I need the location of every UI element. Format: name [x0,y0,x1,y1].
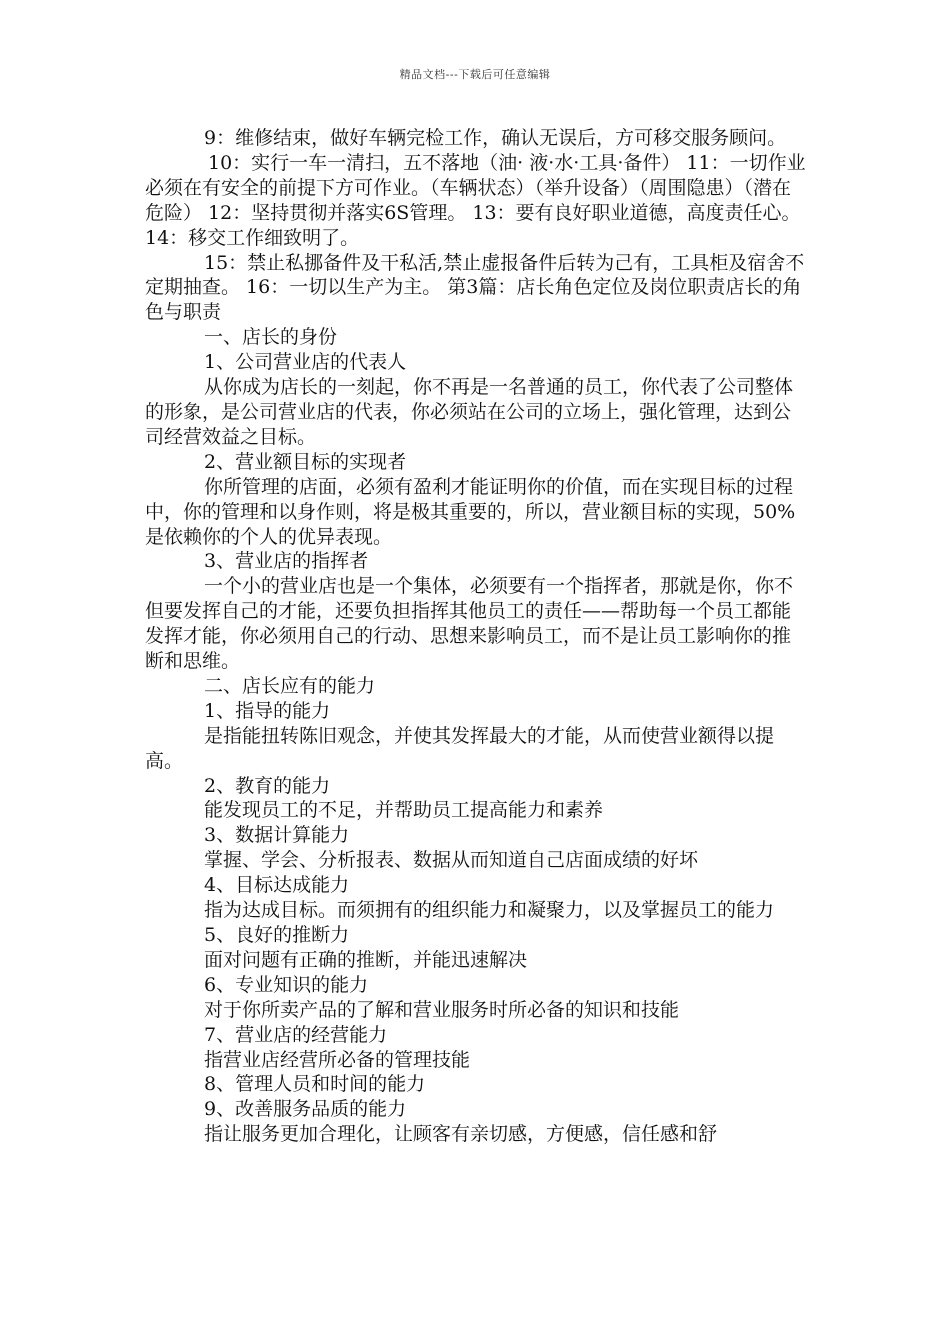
paragraph: 指让服务更加合理化，让顾客有亲切感，方便感，信任感和舒 [204,1123,718,1146]
paragraph: 面对问题有正确的推断，并能迅速解决 [204,948,528,971]
subheading: 2、营业额目标的实现者 [204,450,407,473]
paragraph: 15：禁止私挪备件及干私活,禁止虚报备件后转为己有，工具柜及宿舍不定期抽查。 16：一切以生产为主。 第3篇：店长角色定位及岗位职责店长的角色与职责 [145,251,805,324]
section-heading: 二、店长应有的能力 [204,674,376,697]
document-body [145,126,807,1147]
paragraph: 10：实行一车一清扫，五不落地（油· 液·水·工具·备件） 11：一切作业必须在有安全的前提下方可作业。（车辆状态）（举升设备）（周围隐患）（潜在危险） 12：坚持贯彻并落实6S管理。 13：要有良好职业道德，高度责任心。 14：移交工作细致明了。 [145,151,806,249]
paragraph: 对于你所卖产品的了解和营业服务时所必备的知识和技能 [204,998,680,1021]
subheading: 3、数据计算能力 [204,824,350,847]
paragraph: 一个小的营业店也是一个集体，必须要有一个指挥者，那就是你，你不但要发挥自己的才能，还要负担指挥其他员工的责任——帮助每一个员工都能发挥才能，你必须用自己的行动、思想来影响员工，而不是让员工影响你的推断和思维。 [145,575,794,673]
subheading: 1、公司营业店的代表人 [204,351,407,374]
page-header: 精品文档---下载后可任意编辑 [399,68,551,81]
paragraph: 是指能扭转陈旧观念，并使其发挥最大的才能，从而使营业额得以提高。 [145,724,775,772]
subheading: 5、良好的推断力 [204,924,350,946]
subheading: 9、改善服务品质的能力 [204,1098,407,1121]
subheading: 3、营业店的指挥者 [204,550,369,573]
paragraph: 从你成为店长的一刻起，你不再是一名普通的员工，你代表了公司整体的形象，是公司营业店的代表，你必须站在公司的立场上，强化管理，达到公司经营效益之目标。 [145,376,794,448]
subheading: 7、营业店的经营能力 [204,1023,388,1046]
subheading: 2、教育的能力 [204,774,331,797]
paragraph: 指营业店经营所必备的管理技能 [204,1048,471,1071]
paragraph: 9：维修结束，做好车辆完检工作，确认无误后，方可移交服务顾问。 [204,127,787,149]
subheading: 4、目标达成能力 [204,874,350,897]
section-heading: 一、店长的身份 [204,326,338,349]
subheading: 1、指导的能力 [204,699,331,722]
paragraph: 能发现员工的不足，并帮助员工提高能力和素养 [204,799,604,822]
subheading: 6、专业知识的能力 [204,973,369,996]
paragraph: 指为达成目标。而须拥有的组织能力和凝聚力，以及掌握员工的能力 [204,899,775,922]
paragraph: 掌握、学会、分析报表、数据从而知道自己店面成绩的好坏 [204,849,699,872]
subheading: 8、管理人员和时间的能力 [204,1073,426,1096]
paragraph: 你所管理的店面，必须有盈利才能证明你的价值，而在实现目标的过程中，你的管理和以身作则，将是极其重要的，所以，营业额目标的实现，50%是依赖你的个人的优异表现。 [145,475,796,548]
